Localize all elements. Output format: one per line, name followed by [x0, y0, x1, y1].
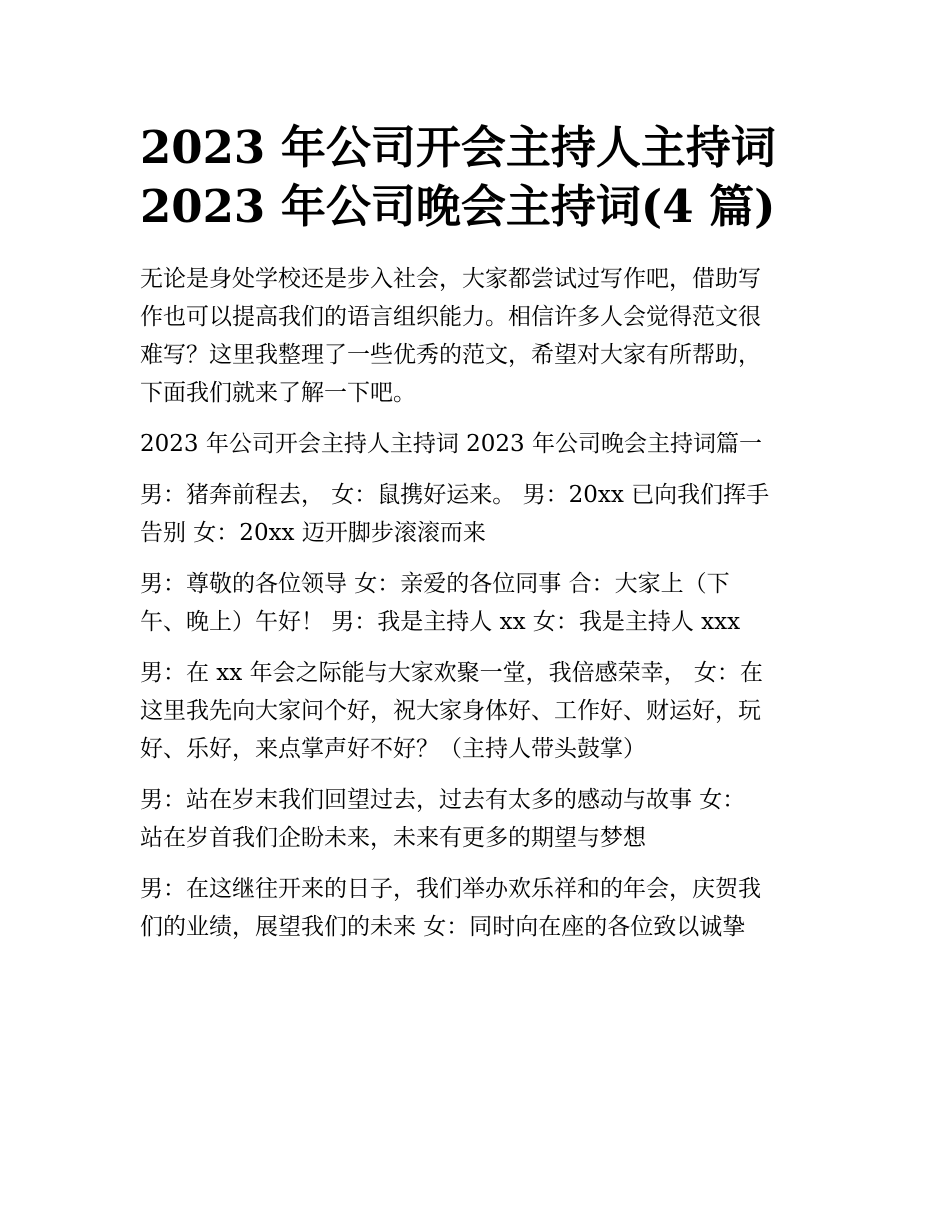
text-line: 无论是身处学校还是步入社会，大家都尝试过写作吧，借助写: [140, 266, 761, 292]
text-line: 男：在 xx 年会之际能与大家欢聚一堂，我倍感荣幸， 女：在: [140, 660, 763, 686]
text-line: 难写？这里我整理了一些优秀的范文，希望对大家有所帮助，: [140, 342, 761, 368]
dialogue-paragraph: [140, 476, 815, 552]
text-line: 站在岁首我们企盼未来，未来有更多的期望与梦想: [140, 825, 646, 851]
text-line: 好、乐好，来点掌声好不好？（主持人带头鼓掌）: [140, 736, 646, 762]
document-body: [140, 260, 815, 946]
text-line: 下面我们就来了解一下吧。: [140, 380, 416, 406]
section-heading: [140, 425, 815, 463]
text-line: 午、晚上）午好！ 男：我是主持人 xx 女：我是主持人 xxx: [140, 609, 741, 635]
document-title: [140, 118, 815, 236]
text-line: 男：在这继往开来的日子，我们举办欢乐祥和的年会，庆贺我: [140, 876, 761, 902]
text-line: 们的业绩，展望我们的未来 女：同时向在座的各位致以诚挚: [140, 914, 746, 940]
text-line: 男：站在岁末我们回望过去，过去有太多的感动与故事 女：: [140, 787, 746, 813]
title-line-2: 2023 年公司晚会主持词(4 篇): [140, 180, 776, 233]
text-line: 告别 女：20xx 迈开脚步滚滚而来: [140, 520, 486, 546]
text-line: 男：猪奔前程去， 女：鼠携好运来。 男：20xx 已向我们挥手: [140, 482, 770, 508]
title-line-1: 2023 年公司开会主持人主持词: [140, 121, 776, 174]
dialogue-paragraph: [140, 781, 815, 857]
dialogue-paragraph: [140, 870, 815, 946]
intro-paragraph: [140, 260, 815, 412]
dialogue-paragraph: [140, 565, 815, 641]
document-page: [140, 118, 815, 959]
text-line: 作也可以提高我们的语言组织能力。相信许多人会觉得范文很: [140, 304, 761, 330]
dialogue-paragraph: [140, 654, 815, 768]
section-heading-text: 2023 年公司开会主持人主持词 2023 年公司晚会主持词篇一: [140, 431, 762, 457]
text-line: 男：尊敬的各位领导 女：亲爱的各位同事 合：大家上（下: [140, 571, 730, 597]
text-line: 这里我先向大家问个好，祝大家身体好、工作好、财运好，玩: [140, 698, 761, 724]
